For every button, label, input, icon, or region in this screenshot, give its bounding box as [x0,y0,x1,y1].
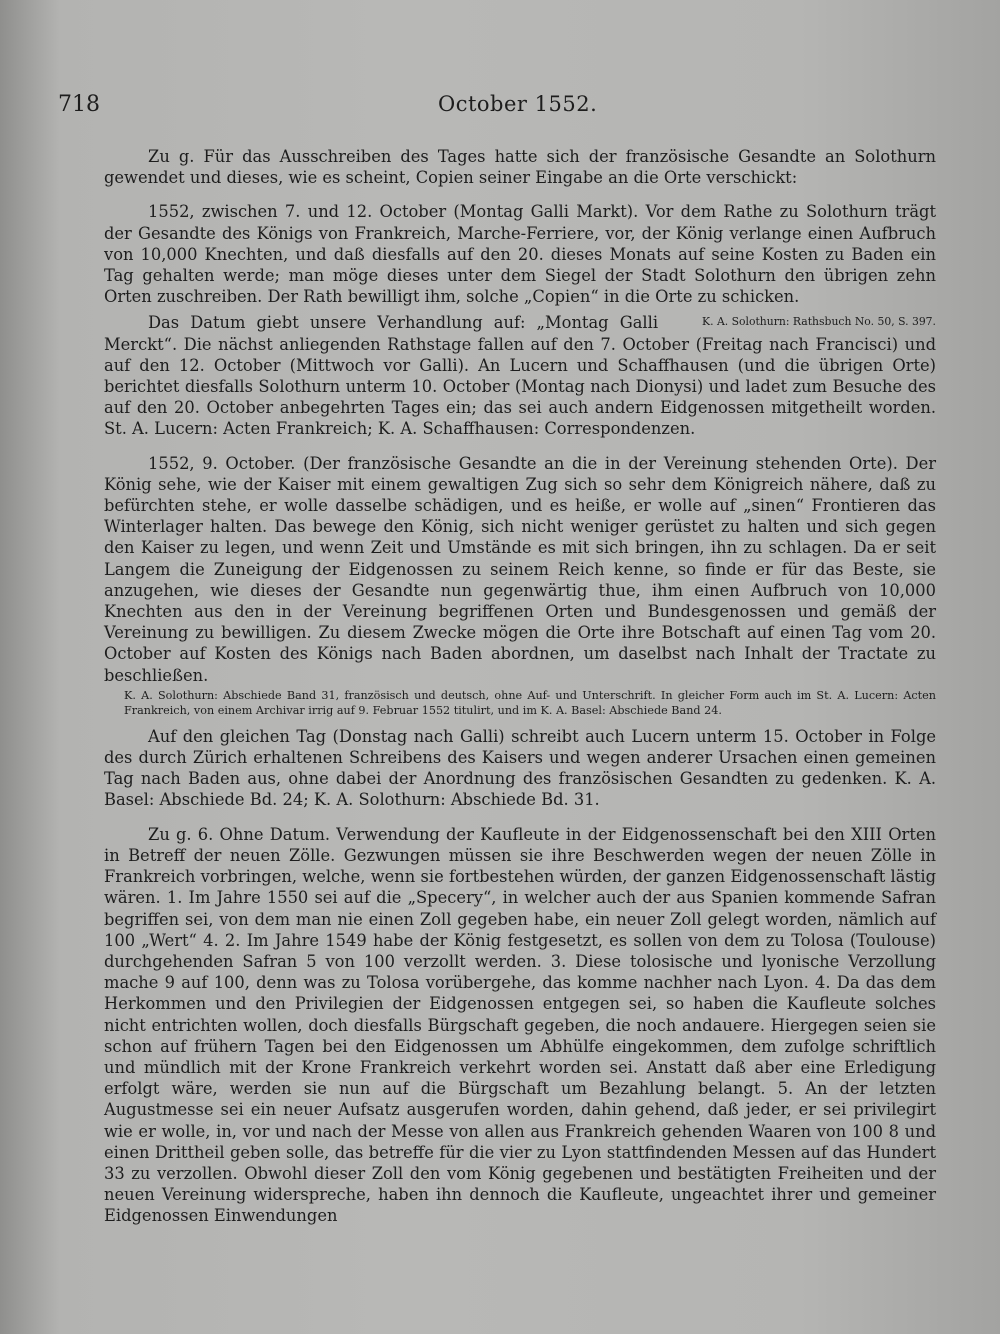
footnote-sources: K. A. Solothurn: Abschiede Band 31, französisch und deutsch, ohne Auf- und Unterschrift. In gleicher Form auch im St. A. Lucern: Acten Frankreich, von einem Archivar irrig auf 9. Februar 1552 titulirt, und im K. A. Basel: Abschiede Band 24. [124,688,936,717]
running-title: October 1552. [438,92,598,116]
paragraph-text: 1552, zwischen 7. und 12. October (Montag Galli Markt). Vor dem Rathe zu Solothurn trägt der Gesandte des Königs von Frankreich, Marche-Ferriere, vor, der König verlange einen Aufbruch von 10,000 Knechten, und daß diesfalls auf den 20. dieses Monats auf seine Kosten zu Baden ein Tag gehalten werde; man möge dieses unter dem Siegel der Stadt Solothurn den übrigen zehn Orten zuschreiben. Der Rath bewilligt ihm, solche „Copien“ in die Orte zu schicken. [104,202,936,307]
paragraph-intro: Zu g. Für das Ausschreiben des Tages hatte sich der französische Gesandte an Solothurn gewendet und dieses, wie es scheint, Copien seiner Eingabe an die Orte verschickt: [104,147,936,188]
page-number: 718 [58,92,100,117]
source-citation: K. A. Solothurn: Rathsbuch No. 50, S. 397. [702,315,936,329]
paragraph-merchants: Zu g. 6. Ohne Datum. Verwendung der Kaufleute in der Eidgenossenschaft bei den XIII Orten in Betreff der neuen Zölle. Gezwungen müssen sie ihre Beschwerden wegen der neuen Zölle in Frankreich vorbringen, welche, wenn sie fortbestehen würden, der ganzen Eidgenossenschaft lästig wären. 1. Im Jahre 1550 sei auf die „Specery“, in welcher auch der aus Spanien kommende Safran begriffen sei, von dem man nie einen Zoll gegeben habe, ein neuer Zoll gelegt worden, nämlich auf 100 „Wert“ 4. 2. Im Jahre 1549 habe der König festgesetzt, es sollen von dem zu Tolosa (Toulouse) durchgehenden Safran 5 von 100 verzollt werden. 3. Diese tolosische und lyonische Verzollung mache 9 auf 100, denn was zu Tolosa vorübergehe, das komme nachher nach Lyon. 4. Da das dem Herkommen und den Privilegien der Eidgenossen entgegen sei, so haben die Kaufleute solches nicht entrichten wollen, doch diesfalls Bürgschaft gegeben, die noch andauere. Hiergegen seien sie schon auf frühern Tagen bei den Eidgenossen um Abhülfe eingekommen, dem zufolge schriftlich und mündlich mit der Krone Frankreich verkehrt worden sei. Anstatt daß aber eine Erledigung erfolgt wäre, werden sie nun auf die Bürgschaft um Bezahlung belangt. 5. An der letzten Augustmesse sei ein neuer Aufsatz ausgerufen worden, dahin gehend, daß jeder, er sei privilegirt wie er wolle, in, vor und nach der Messe von allen aus Frankreich gehenden Waaren von 100 8 und einen Drittheil geben solle, das betreffe für die vier zu Lyon stattfindenden Messen auf das Hundert 33 zu verzollen. Obwohl dieser Zoll den vom König gegebenen und bestätigten Freiheiten und der neuen Vereinung widerspreche, haben ihn dennoch die Kaufleute, ungeachtet ihrer und gemeiner Eidgenossen Einwendungen [104,824,936,1226]
paragraph-date-note: Das Datum giebt unsere Verhandlung auf: „Montag Galli Merckt“. Die nächst anliegenden Rathstage fallen auf den 7. October (Freitag nach Francisci) und auf den 12. October (Mittwoch vor Galli). An Lucern und Schaffhausen (und die übrigen Orte) berichtet diesfalls Solothurn unterm 10. October (Montag nach Dionysi) und ladet zum Besuche des auf den 20. October anbegehrten Tages ein; das sei auch andern Eidgenossen mitgetheilt worden. St. A. Lucern: Acten Frankreich; K. A. Schaffhausen: Correspondenzen. [104,313,936,439]
paragraph-lucern: Auf den gleichen Tag (Donstag nach Galli) schreibt auch Lucern unterm 15. October in Folge des durch Zürich erhaltenen Schreibens des Kaisers und wegen anderer Ursachen einen gemeinen Tag nach Baden aus, ohne dabei der Anordnung des französischen Gesandten zu gedenken. K. A. Basel: Abschiede Bd. 24; K. A. Solothurn: Abschiede Bd. 31. [104,726,936,810]
paragraph-envoy-letter: 1552, 9. October. (Der französische Gesandte an die in der Vereinung stehenden Orte). Der König sehe, wie der Kaiser mit einem gewaltigen Zug sich so sehr dem Königreich nähere, daß zu befürchten stehe, er wolle dasselbe schädigen, und es heiße, er wolle auf „sinen“ Frontieren das Winterlager halten. Das bewege den König, sich nicht weniger gerüstet zu halten und sich gegen den Kaiser zu legen, und wenn Zeit und Umstände es mit sich bringen, ihn zu schlagen. Da er seit Langem die Zuneigung der Eidgenossen zu seinem Reich kenne, so finde er für das Beste, sie anzugehen, wie dieses der Gesandte nun gegenwärtig thue, ihm einen Aufbruch von 10,000 Knechten aus den in der Vereinung begriffenen Orten und Bundesgenossen und gemäß der Vereinung zu bewilligen. Zu diesem Zwecke mögen die Orte ihre Botschaft auf einen Tag vom 20. October auf Kosten des Königs nach Baden abordnen, um daselbst nach Inhalt der Tractate zu beschließen. [104,453,936,685]
page-header [58,92,878,122]
paragraph-solothurn-entry [104,201,936,329]
page-body [104,146,936,1227]
